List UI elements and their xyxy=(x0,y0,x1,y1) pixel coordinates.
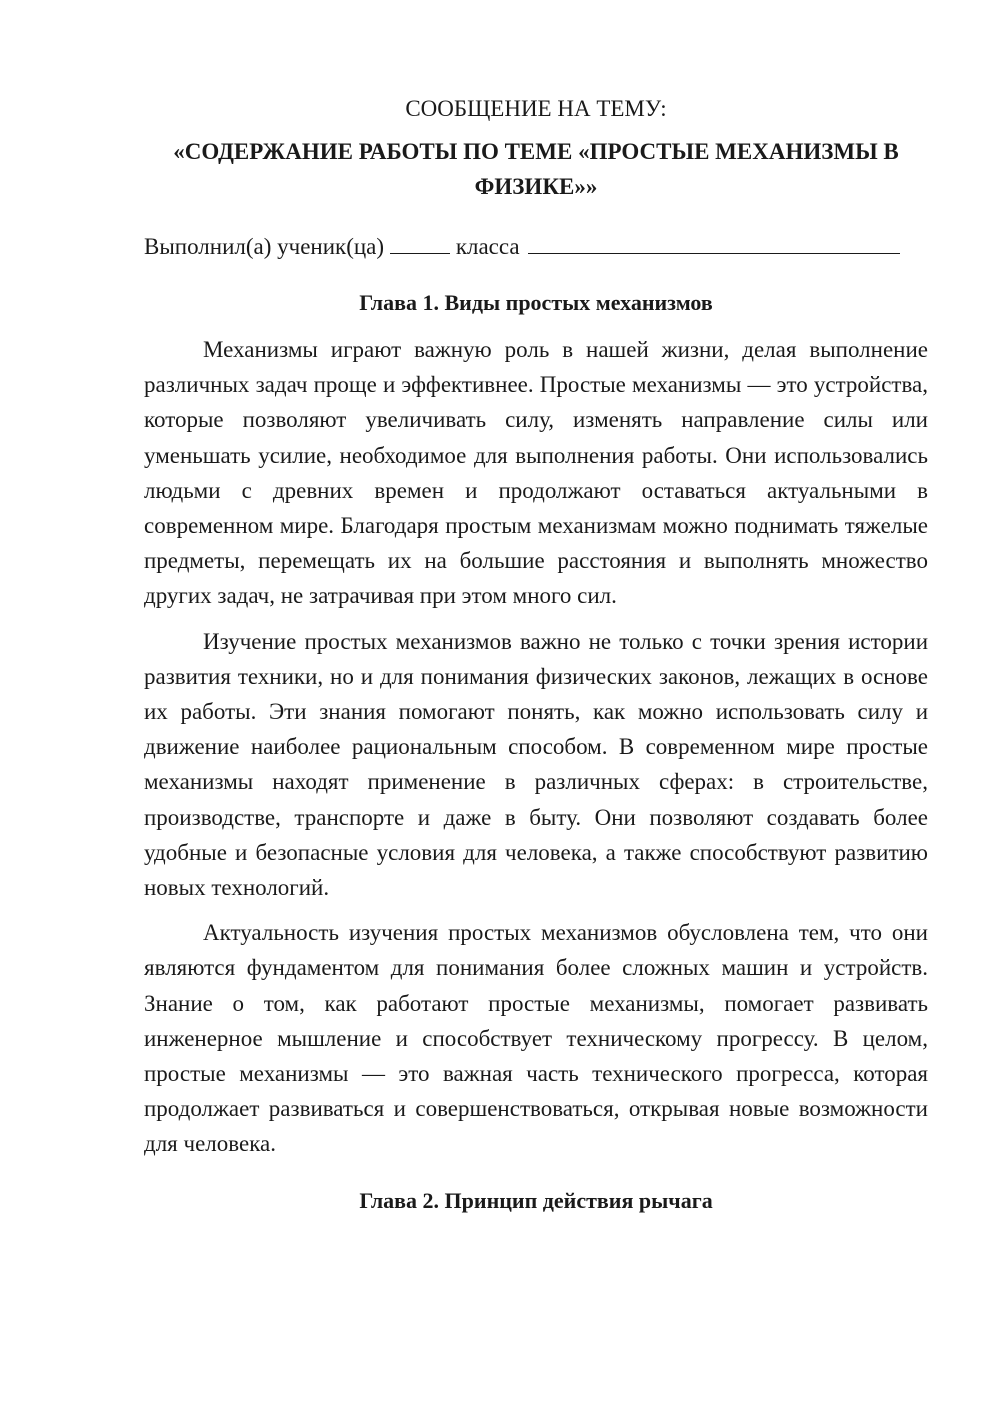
paragraph-3: Актуальность изучения простых механизмов обусловлена тем, что они являются фундаментом для понимания более сложных машин и устройств. Знание о том, как работают простые механизмы, помогает развивать инженерное мышление и способствует техническому прогрессу. В целом, простые механизмы — это важная часть технического прогресса, которая продолжает развиваться и совершенствоваться, открывая новые возможности для человека. xyxy=(144,920,928,1157)
paragraph-2: Изучение простых механизмов важно не только с точки зрения истории развития техники, но и для понимания физических законов, лежащих в основе их работы. Эти знания помогают понять, как можно использовать силу и движение наиболее рациональным способом. В современном мире простые механизмы находят применение в различных сферах: в строительстве, производстве, транспорте и даже в быту. Они позволяют создавать более удобные и безопасные условия для человека, а также способствуют развитию новых технологий. xyxy=(144,628,928,901)
name-blank xyxy=(528,231,900,254)
grade-blank xyxy=(390,231,450,254)
document-header: СООБЩЕНИЕ НА ТЕМУ: xyxy=(405,96,667,121)
chapter-1-title: Глава 1. Виды простых механизмов xyxy=(359,290,713,315)
document-title: «СОДЕРЖАНИЕ РАБОТЫ ПО ТЕМЕ «ПРОСТЫЕ МЕХАНИЗМЫ В ФИЗИКЕ»» xyxy=(173,139,899,199)
author-label: Выполнил(а) ученик(ца) xyxy=(144,234,385,259)
class-label: класса xyxy=(455,234,520,259)
document-page xyxy=(144,92,928,1218)
paragraph-1: Механизмы играют важную роль в нашей жизни, делая выполнение различных задач проще и эффективнее. Простые механизмы — это устройства, которые позволяют увеличивать силу, изменять направление силы или уменьшать усилие, необходимое для выполнения работы. Они использовались людьми с древних времен и продолжают оставаться актуальными в современном мире. Благодаря простым механизмам можно поднимать тяжелые предметы, перемещать их на большие расстояния и выполнять множество других задач, не затрачивая при этом много сил. xyxy=(144,337,928,609)
author-line xyxy=(144,230,928,264)
chapter-2-title: Глава 2. Принцип действия рычага xyxy=(359,1187,713,1213)
